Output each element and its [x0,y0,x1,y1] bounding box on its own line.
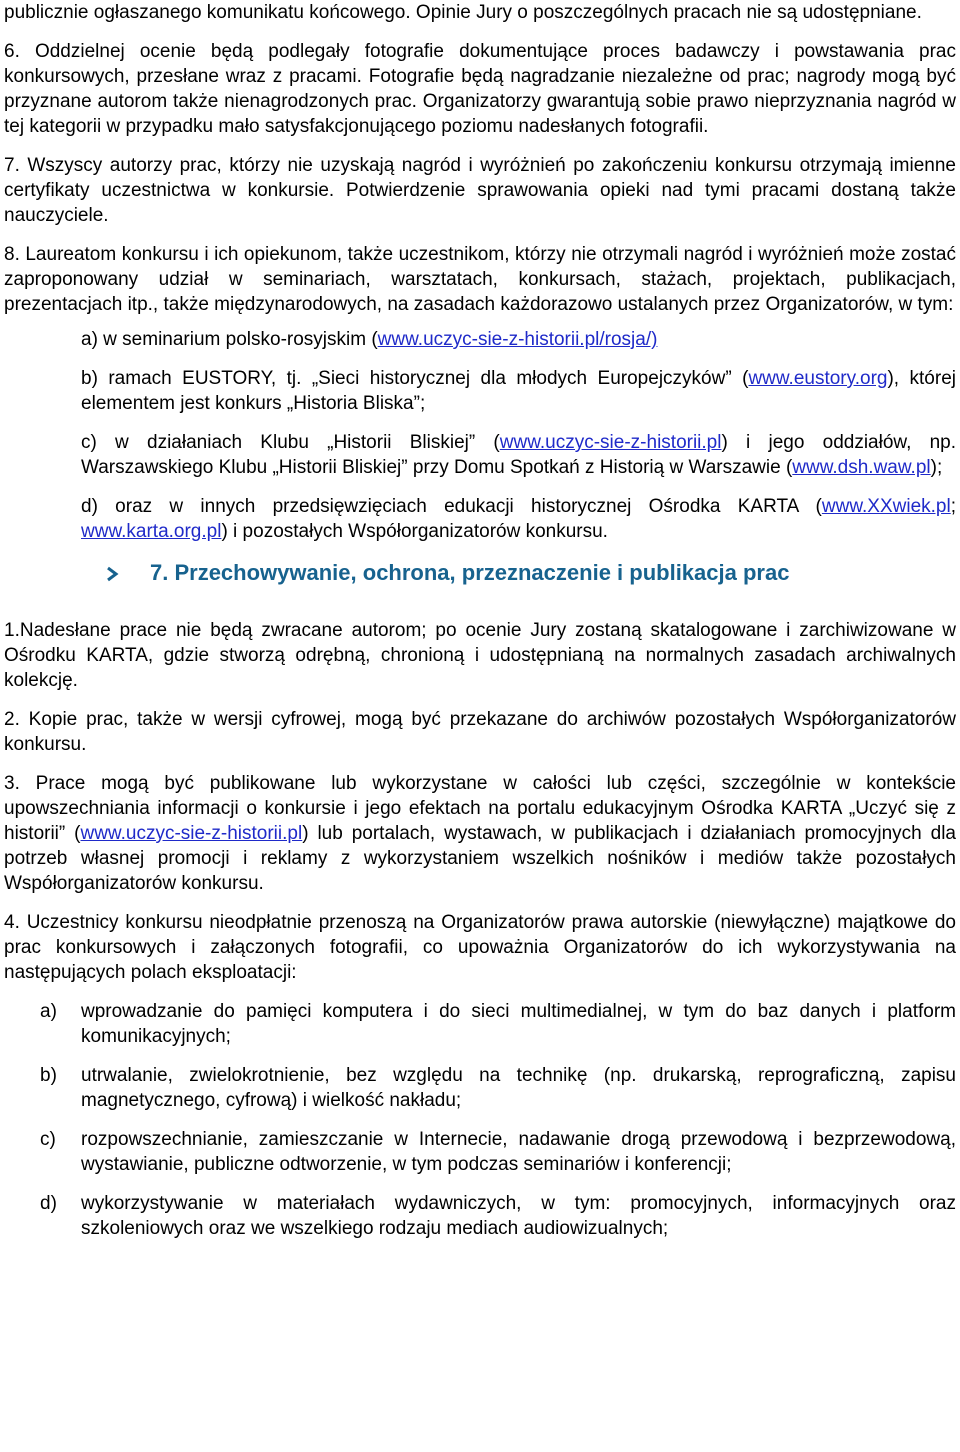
text: b) ramach EUSTORY, tj. „Sieci historycznej dla młodych Europejczyków” ( [81,368,749,389]
paragraph-8c [81,430,956,480]
list-marker: a) [40,1001,57,1022]
list-item [40,1063,956,1113]
text: ), której elementem jest konkurs „Historia Bliska”; [81,368,956,414]
text: a) w seminarium polsko-rosyjskim ( [81,329,378,350]
text: 3. Prace mogą być publikowane lub wykorzystane w całości lub części, szczególnie w kontekście upowszechniania informacji o konkursie i jego efektach na portalu edukacyjnym Ośrodka KARTA „Uczyć się z historii” ( [4,773,956,844]
link-karta[interactable]: www.karta.org.pl [81,521,222,542]
text: ) lub portalach, wystawach, w publikacjach i działaniach promocyjnych dla potrzeb własnej promocji i reklamy z wykorzystaniem wszelkich nośników i mediów także pozostałych Współorganizatorów konkursu. [4,823,956,894]
list-text: utrwalanie, zwielokrotnienie, bez względu na technikę (np. drukarską, reprograficzną, zapisu magnetycznego, cyfrową) i wielkość nakładu; [81,1065,956,1111]
link-eustory[interactable]: www.eustory.org [748,368,888,389]
section-heading [106,558,956,596]
section-heading-text: 7. Przechowywanie, ochrona, przeznaczenie i publikacja prac [150,560,790,585]
list-item [40,1191,956,1241]
paragraph-s1: 1.Nadesłane prace nie będą zwracane autorom; po ocenie Jury zostaną skatalogowane i zarchiwizowane w Ośrodku KARTA, gdzie stworzą odrębną, chronioną i udostępnianą na normalnych zasadach archiwalnych kolekcję. [4,620,956,691]
text: ) i pozostałych Współorganizatorów konkursu. [221,521,608,542]
paragraph-8: 8. Laureatom konkursu i ich opiekunom, także uczestnikom, którzy nie otrzymali nagród i wyróżnień może zostać zaproponowany udział w seminariach, warsztatach, konkursach, stażach, projektach, publikacjach, prezentacjach itp., także międzynarodowych, na zasadach każdorazowo ustalanych przez Organizatorów, w tym: [4,244,956,315]
link-dsh[interactable]: www.dsh.waw.pl [792,457,931,478]
list-text: rozpowszechnianie, zamieszczanie w Internecie, nadawanie drogą przewodową i bezprzewodową, wystawianie, publiczne odtworzenie, w tym podczas seminariów i konferencji; [81,1129,956,1175]
list-item [40,999,956,1049]
paragraph-s4: 4. Uczestnicy konkursu nieodpłatnie przenoszą na Organizatorów prawa autorskie (niewyłączne) majątkowe do prac konkursowych i załączonych fotografii, co upoważnia Organizatorów do ich wykorzystywania na następujących polach eksploatacji: [4,912,956,983]
list-text: wykorzystywanie w materiałach wydawniczych, w tym: promocyjnych, informacyjnych oraz szkoleniowych oraz we wszelkiego rodzaju mediach audiowizualnych; [81,1193,956,1239]
list-marker: d) [40,1193,57,1214]
paragraph-7: 7. Wszyscy autorzy prac, którzy nie uzyskają nagród i wyróżnień po zakończeniu konkursu otrzymają imienne certyfikaty uczestnictwa w konkursie. Potwierdzenie sprawowania opieki nad tymi pracami dostaną także nauczyciele. [4,155,956,226]
text: ) i jego oddziałów, np. Warszawskiego Klubu „Historii Bliskiej” przy Domu Spotkań z Historią w Warszawie ( [81,432,957,478]
paragraph-8d [81,494,956,544]
link-uczyc[interactable]: www.uczyc-sie-z-historii.pl [499,432,722,453]
paragraph-8b [81,366,956,416]
paragraph-s2: 2. Kopie prac, także w wersji cyfrowej, mogą być przekazane do archiwów pozostałych Współorganizatorów konkursu. [4,709,956,755]
list-marker: b) [40,1065,57,1086]
text: d) oraz w innych przedsięwzięciach edukacji historycznej Ośrodka KARTA ( [81,496,822,517]
paragraph-8a [81,327,956,352]
paragraph-intro: publicznie ogłaszanego komunikatu końcowego. Opinie Jury o poszczególnych pracach nie są udostępniane. [4,2,922,23]
text: c) w działaniach Klubu „Historii Bliskiej” ( [81,432,500,453]
paragraph-s3 [4,771,956,896]
link-uczyc-portal[interactable]: www.uczyc-sie-z-historii.pl [80,823,303,844]
list-marker: c) [40,1129,56,1150]
text: ; [950,496,956,517]
paragraph-6: 6. Oddzielnej ocenie będą podlegały fotografie dokumentujące proces badawczy i powstawania prac konkursowych, przesłane wraz z pracami. Fotografie będą nagradzanie niezależne od prac; nagrody mogą być przyznane autorom także nienagrodzonych prac. Organizatorzy gwarantują sobie prawo nieprzyznania nagród w tej kategorii w przypadku mało satysfakcjonującego poziomu nadesłanych fotografii. [4,41,956,137]
chevron-bullet-icon [106,558,128,588]
list-item [40,1127,956,1177]
list-text: wprowadzanie do pamięci komputera i do sieci multimedialnej, w tym do baz danych i platform komunikacyjnych; [81,1001,956,1047]
bullet-icon [106,558,150,596]
link-uczyc-rosja[interactable]: www.uczyc-sie-z-historii.pl/rosja/) [377,329,658,350]
text: ); [930,457,943,478]
link-xxwiek[interactable]: www.XXwiek.pl [821,496,951,517]
